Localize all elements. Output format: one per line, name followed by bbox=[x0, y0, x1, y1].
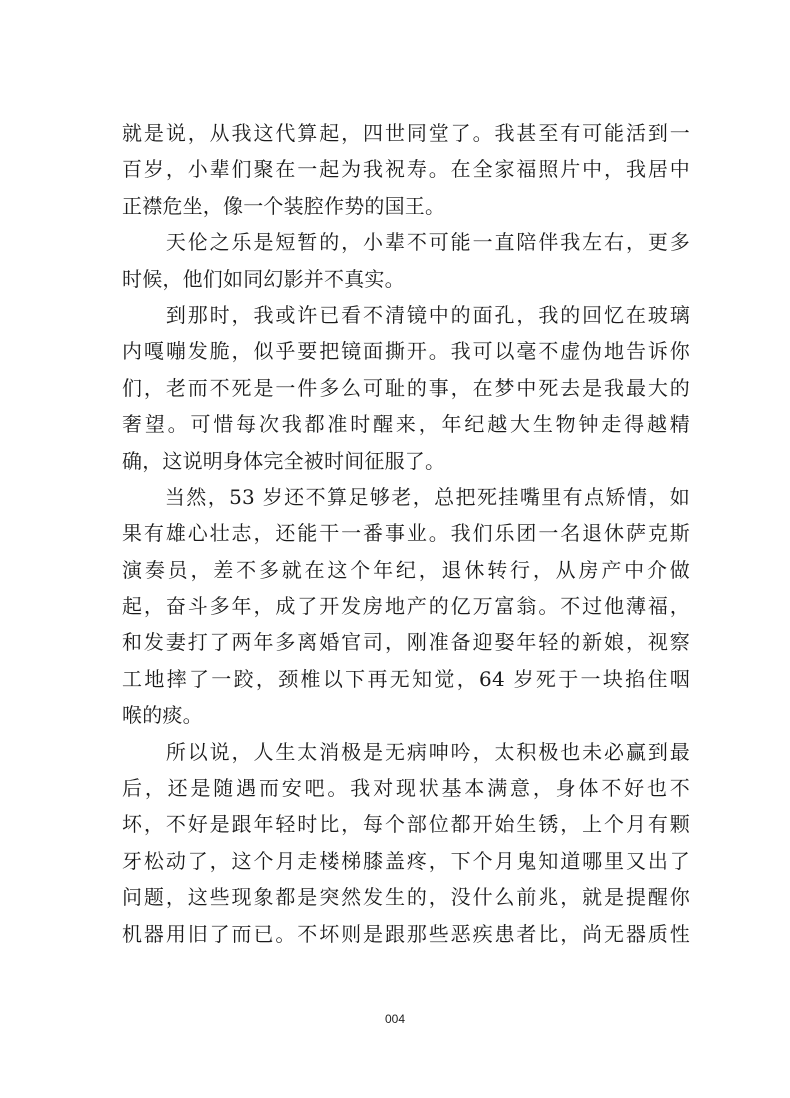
text-line: 时候，他们如同幻影并不真实。 bbox=[122, 266, 405, 291]
text-line: 确，这说明身体完全被时间征服了。 bbox=[122, 448, 446, 473]
paragraph-5 bbox=[122, 734, 690, 952]
paragraph-3 bbox=[122, 297, 690, 479]
text-line: 们，老而不死是一件多么可耻的事，在梦中死去是我最大的 bbox=[122, 375, 690, 400]
text-line: 牙松动了，这个月走楼梯膝盖疼，下个月鬼知道哪里又出了 bbox=[122, 848, 690, 873]
text-line: 起，奋斗多年，成了开发房地产的亿万富翁。不过他薄福， bbox=[122, 594, 690, 619]
page-body-text bbox=[122, 115, 690, 952]
paragraph-1 bbox=[122, 115, 690, 224]
text-line: 到那时，我或许已看不清镜中的面孔，我的回忆在玻璃 bbox=[122, 302, 690, 327]
text-line: 工地摔了一跤，颈椎以下再无知觉，64 岁死于一块掐住咽 bbox=[122, 666, 690, 691]
page-number: 004 bbox=[384, 1012, 406, 1026]
text-line: 就是说，从我这代算起，四世同堂了。我甚至有可能活到一 bbox=[122, 121, 690, 145]
text-line: 奢望。可惜每次我都准时醒来，年纪越大生物钟走得越精 bbox=[122, 412, 690, 437]
text-line: 正襟危坐，像一个装腔作势的国王。 bbox=[122, 193, 446, 218]
text-line: 百岁，小辈们聚在一起为我祝寿。在全家福照片中，我居中 bbox=[122, 157, 690, 182]
text-line: 所以说，人生太消极是无病呻吟，太积极也未必赢到最 bbox=[122, 739, 690, 764]
text-line: 果有雄心壮志，还能干一番事业。我们乐团一名退休萨克斯 bbox=[122, 521, 690, 546]
text-line: 喉的痰。 bbox=[122, 703, 203, 728]
paragraph-4 bbox=[122, 479, 690, 734]
text-line: 后，还是随遇而安吧。我对现状基本满意，身体不好也不 bbox=[122, 776, 690, 801]
text-line: 机器用旧了而已。不坏则是跟那些恶疾患者比，尚无器质性 bbox=[122, 921, 690, 946]
text-line: 问题，这些现象都是突然发生的，没什么前兆，就是提醒你 bbox=[122, 885, 690, 910]
paragraph-2 bbox=[122, 224, 690, 297]
text-line: 演奏员，差不多就在这个年纪，退休转行，从房产中介做 bbox=[122, 557, 690, 582]
text-line: 坏，不好是跟年轻时比，每个部位都开始生锈，上个月有颗 bbox=[122, 812, 690, 837]
text-line: 内嘎嘣发脆，似乎要把镜面撕开。我可以毫不虚伪地告诉你 bbox=[122, 339, 690, 364]
text-line: 和发妻打了两年多离婚官司，刚准备迎娶年轻的新娘，视察 bbox=[122, 630, 690, 655]
text-line: 天伦之乐是短暂的，小辈不可能一直陪伴我左右，更多 bbox=[122, 230, 690, 255]
text-line: 当然，53 岁还不算足够老，总把死挂嘴里有点矫情，如 bbox=[122, 484, 690, 509]
